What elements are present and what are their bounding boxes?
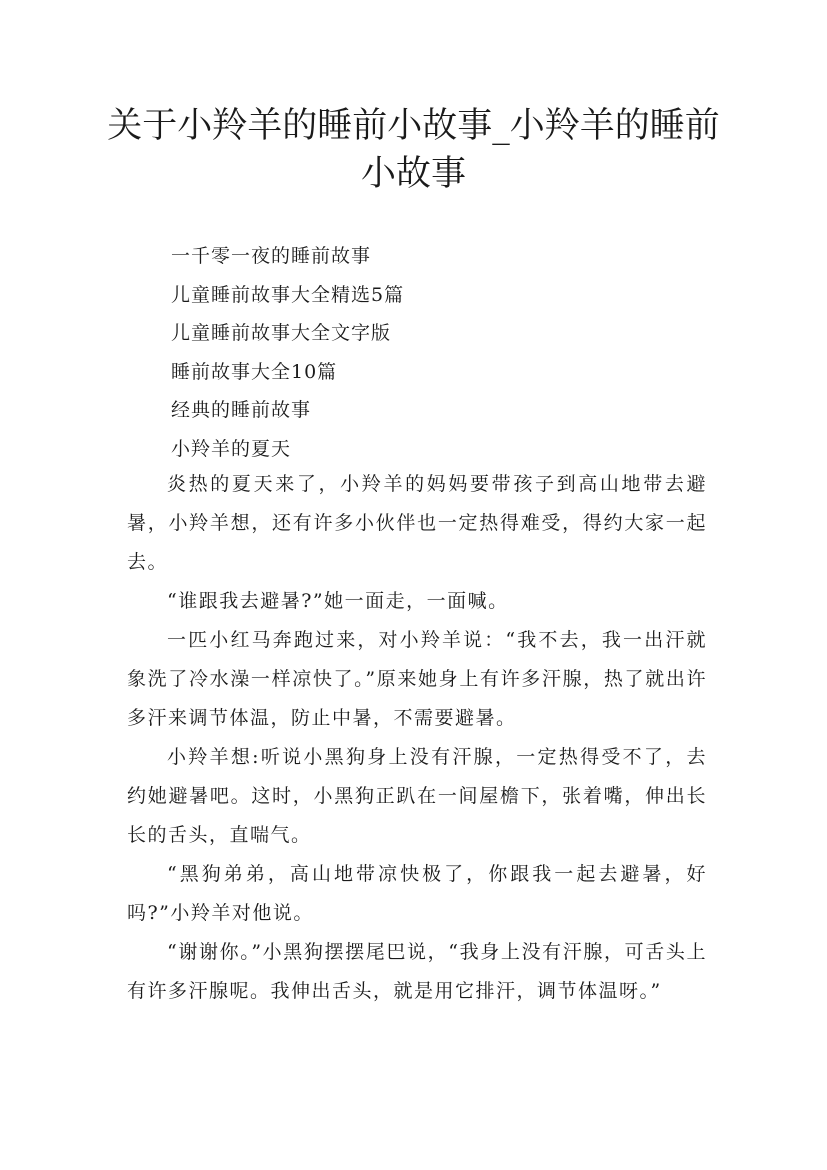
story-paragraph: “谁跟我去避暑?”她一面走，一面喊。 [167,590,509,612]
story-paragraph: 炎热的夏天来了，小羚羊的妈妈要带孩子到高山地带去避暑，小羚羊想，还有许多小伙伴也一定热得难受，得约大家一起去。 [127,473,707,573]
related-link[interactable]: 一千零一夜的睡前故事 [171,245,372,267]
story-paragraph: 小羚羊想:听说小黑狗身上没有汗腺，一定热得受不了，去约她避暑吧。这时，小黑狗正趴在一间屋檐下，张着嘴，伸出长长的舌头，直喘气。 [127,746,707,846]
related-link[interactable]: 经典的睡前故事 [171,399,312,421]
related-link[interactable]: 儿童睡前故事大全文字版 [171,322,392,344]
story-paragraph: “谢谢你。”小黑狗摆摆尾巴说，“我身上没有汗腺，可舌头上有许多汗腺呢。我伸出舌头，就是用它排汗，调节体温呀。” [127,941,707,1002]
story-body [127,465,707,1011]
document-title: 关于小羚羊的睡前小故事_小羚羊的睡前小故事 [107,106,720,194]
related-link[interactable]: 小羚羊的夏天 [171,437,292,460]
story-paragraph: “黑狗弟弟，高山地带凉快极了，你跟我一起去避暑，好吗?”小羚羊对他说。 [127,863,707,924]
related-link[interactable]: 儿童睡前故事大全精选5篇 [171,283,405,306]
related-links-list [171,237,731,468]
related-link[interactable]: 睡前故事大全10篇 [171,360,338,383]
story-paragraph: 一匹小红马奔跑过来，对小羚羊说：“我不去，我一出汗就象洗了冷水澡一样凉快了。”原来她身上有许多汗腺，热了就出许多汗来调节体温，防止中暑，不需要避暑。 [127,629,707,729]
